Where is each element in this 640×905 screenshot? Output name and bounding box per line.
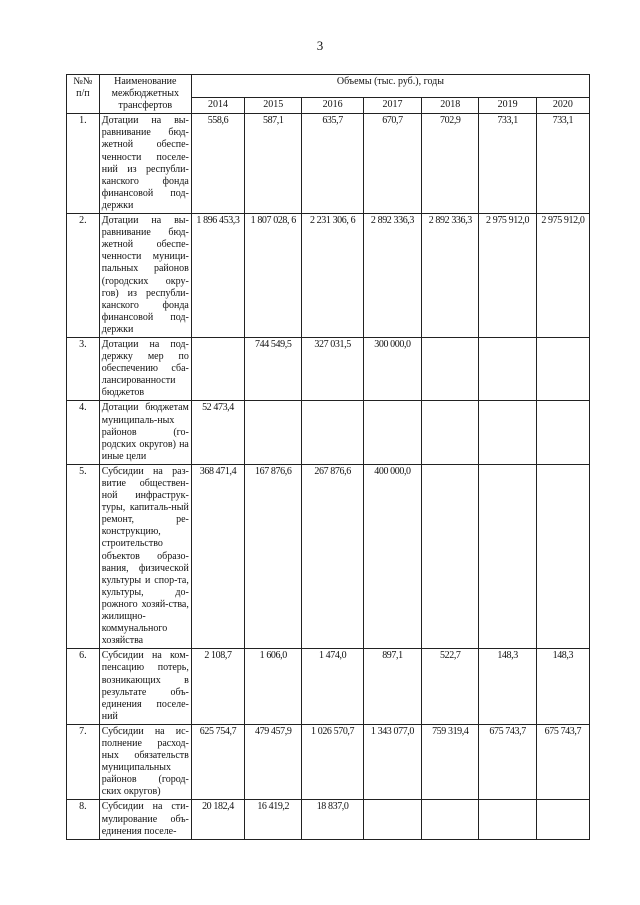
volume-cell: 1 807 028, 6: [245, 214, 302, 338]
volume-cell: 327 031,5: [302, 337, 363, 400]
table-row: [67, 649, 590, 725]
header-num: №№ п/п: [67, 75, 100, 114]
row-number: 7.: [67, 724, 100, 800]
row-number: 1.: [67, 114, 100, 214]
volume-cell: 625 754,7: [191, 724, 244, 800]
header-year: 2016: [302, 98, 363, 114]
volume-cell: 733,1: [479, 114, 536, 214]
header-volumes: Объемы (тыс. руб.), годы: [191, 75, 589, 98]
table-row: [67, 464, 590, 648]
table-row: [67, 114, 590, 214]
volume-cell: [479, 800, 536, 839]
volume-cell: 2 231 306, 6: [302, 214, 363, 338]
volume-cell: 479 457,9: [245, 724, 302, 800]
table-body: [67, 114, 590, 839]
transfer-name: Субсидии на ис-​полнение расход-​ных обязательств муниципальных районов (город-​ских округов): [99, 724, 191, 800]
volume-cell: 2 892 336,3: [422, 214, 479, 338]
volume-cell: [536, 800, 589, 839]
volume-cell: 300 000,0: [363, 337, 421, 400]
table-row: [67, 800, 590, 839]
transfer-name: Дотации на вы-​равнивание бюд-​жетной обеспе-​ченности муници-​пальных районов (городских окру-​гов) из республи-​канского фонда финансовой под-​держки: [99, 214, 191, 338]
header-year: 2014: [191, 98, 244, 114]
volume-cell: 675 743,7: [479, 724, 536, 800]
volume-cell: 635,7: [302, 114, 363, 214]
volume-cell: 52 473,4: [191, 401, 244, 464]
row-number: 3.: [67, 337, 100, 400]
volume-cell: [536, 464, 589, 648]
header-year: 2020: [536, 98, 589, 114]
page-number: 3: [316, 38, 324, 53]
volume-cell: 702,9: [422, 114, 479, 214]
volume-cell: 1 026 570,7: [302, 724, 363, 800]
volume-cell: 368 471,4: [191, 464, 244, 648]
transfer-name: Субсидии на ком-​пенсацию потерь, возникающих в результате объ-​единения поселе-​ний: [99, 649, 191, 725]
volume-cell: [536, 401, 589, 464]
volume-cell: [422, 800, 479, 839]
volume-cell: 670,7: [363, 114, 421, 214]
transfer-name: Дотации бюджетам муниципаль-​ных районов (го-​родских округов) на иные цели: [99, 401, 191, 464]
header-name: Наименование межбюджетных трансфертов: [99, 75, 191, 114]
volume-cell: 1 606,0: [245, 649, 302, 725]
transfer-name: Дотации на под-​держку мер по обеспечению сба-​лансированности бюджетов: [99, 337, 191, 400]
volume-cell: [479, 464, 536, 648]
volume-cell: 148,3: [479, 649, 536, 725]
volume-cell: [363, 401, 421, 464]
volume-cell: 1 343 077,0: [363, 724, 421, 800]
volume-cell: 897,1: [363, 649, 421, 725]
volume-cell: [422, 337, 479, 400]
volume-cell: 587,1: [245, 114, 302, 214]
row-number: 6.: [67, 649, 100, 725]
volume-cell: 167 876,6: [245, 464, 302, 648]
volume-cell: 400 000,0: [363, 464, 421, 648]
volume-cell: 2 975 912,0: [479, 214, 536, 338]
volume-cell: 16 419,2: [245, 800, 302, 839]
header-year: 2017: [363, 98, 421, 114]
volume-cell: 2 108,7: [191, 649, 244, 725]
volume-cell: 1 474,0: [302, 649, 363, 725]
volume-cell: 2 975 912,0: [536, 214, 589, 338]
transfer-name: Субсидии на сти-​мулирование объ-​единения поселе-​: [99, 800, 191, 839]
transfer-name: Дотации на вы-​равнивание бюд-​жетной обеспе-​ченности поселе-​ний из республи-​канского фонда финансовой под-​держки: [99, 114, 191, 214]
volume-cell: [422, 464, 479, 648]
volume-cell: 744 549,5: [245, 337, 302, 400]
volume-cell: [422, 401, 479, 464]
volume-cell: [363, 800, 421, 839]
row-number: 5.: [67, 464, 100, 648]
volume-cell: 148,3: [536, 649, 589, 725]
header-year: 2018: [422, 98, 479, 114]
volume-cell: [191, 337, 244, 400]
transfer-name: Субсидии на раз-​витие обществен-​ной инфраструк-​туры, капиталь-​ный ремонт, ре-​конструкцию, строительство объектов образо-​вания, физической культуры и спор-​та, культуры, до-​рожного хозяй-​ства, жилищно-​коммунального хозяйства: [99, 464, 191, 648]
volume-cell: [302, 401, 363, 464]
volume-cell: 20 182,4: [191, 800, 244, 839]
volume-cell: [245, 401, 302, 464]
table-row: [67, 724, 590, 800]
volume-cell: 267 876,6: [302, 464, 363, 648]
volume-cell: 522,7: [422, 649, 479, 725]
table-row: [67, 401, 590, 464]
header-year: 2015: [245, 98, 302, 114]
row-number: 8.: [67, 800, 100, 839]
volume-cell: [536, 337, 589, 400]
header-row: [67, 75, 590, 98]
header-year: 2019: [479, 98, 536, 114]
volume-cell: 2 892 336,3: [363, 214, 421, 338]
volume-cell: 733,1: [536, 114, 589, 214]
row-number: 4.: [67, 401, 100, 464]
volume-cell: 759 319,4: [422, 724, 479, 800]
volume-cell: 1 896 453,3: [191, 214, 244, 338]
table-row: [67, 337, 590, 400]
row-number: 2.: [67, 214, 100, 338]
volume-cell: 675 743,7: [536, 724, 589, 800]
volume-cell: 558,6: [191, 114, 244, 214]
volume-cell: [479, 337, 536, 400]
transfers-table: [66, 74, 590, 840]
volume-cell: 18 837,0: [302, 800, 363, 839]
volume-cell: [479, 401, 536, 464]
table-row: [67, 214, 590, 338]
